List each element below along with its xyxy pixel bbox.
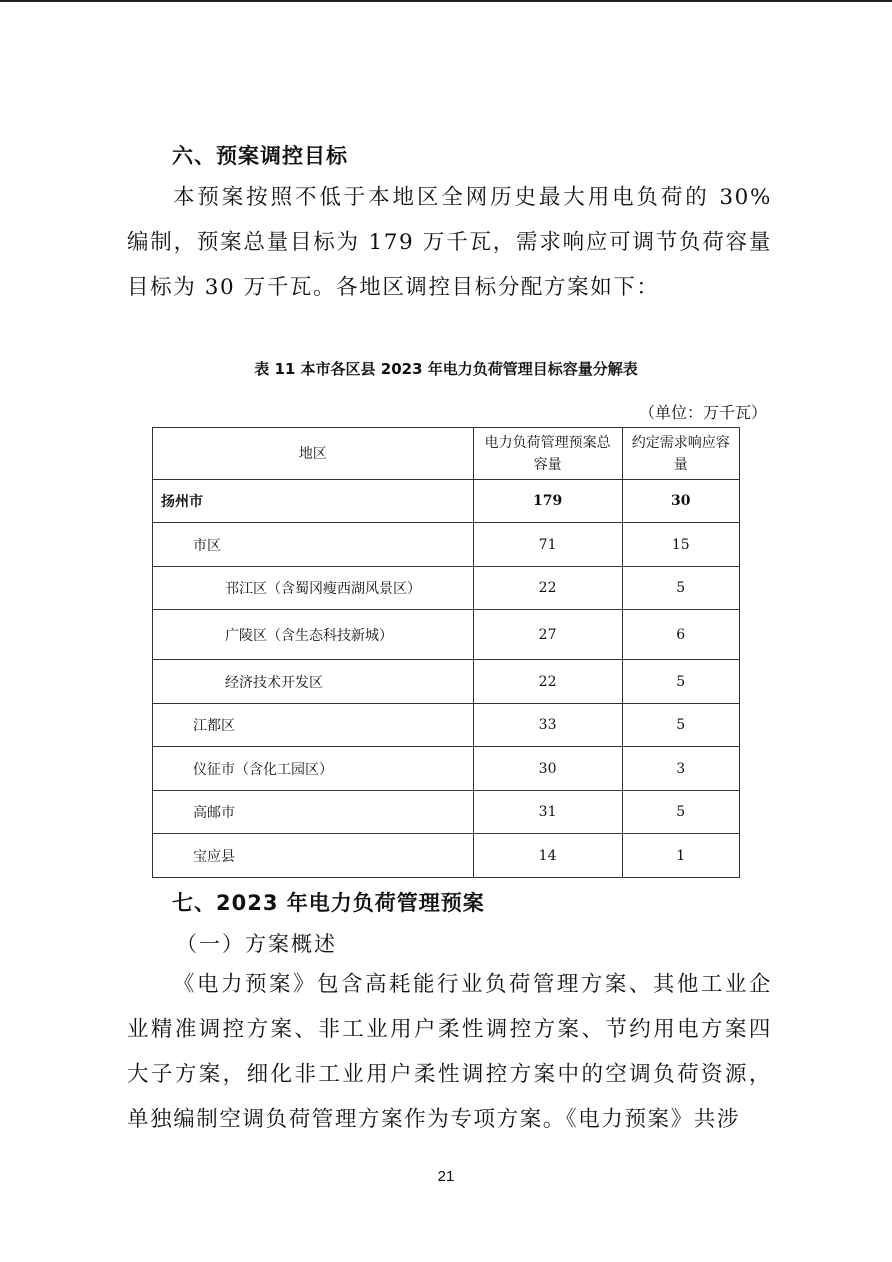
section-7-paragraph: 《电力预案》包含高耗能行业负荷管理方案、其他工业企业精准调控方案、非工业用户柔性调控方案、节约用电方案四大子方案，细化非工业用户柔性调控方案中的空调负荷资源，单独编制空调负荷管理方案作为专项方案。《电力预案》共涉 [127,972,772,1132]
total-cell: 179 [473,480,622,523]
table-row [153,610,740,660]
response-cell: 5 [622,660,739,704]
table-title: 表 11 本市各区县 2023 年电力负荷管理目标容量分解表 [254,360,638,378]
table-header-row [153,428,740,480]
table-row [153,660,740,704]
total-cell: 71 [473,523,622,567]
total-cell: 33 [473,704,622,747]
region-cell: 江都区 [153,704,474,747]
table-row [153,523,740,567]
header-total-capacity: 电力负荷管理预案总容量 [473,428,622,480]
table-unit-label: （单位：万千瓦） [638,403,767,422]
header-region: 地区 [153,428,474,480]
total-cell: 22 [473,660,622,704]
response-cell: 30 [622,480,739,523]
region-cell: 宝应县 [153,834,474,878]
response-cell: 5 [622,704,739,747]
top-border-line [0,0,892,2]
response-cell: 1 [622,834,739,878]
response-cell: 6 [622,610,739,660]
region-cell: 市区 [153,523,474,567]
table-row [153,791,740,834]
table-row [153,567,740,610]
region-cell: 仪征市（含化工园区） [153,747,474,791]
region-cell: 高邮市 [153,791,474,834]
section-6-heading: 六、预案调控目标 [172,144,348,168]
section-7-heading: 七、2023 年电力负荷管理预案 [172,891,485,915]
table-row [153,480,740,523]
total-cell: 31 [473,791,622,834]
page-number: 21 [437,1168,455,1185]
region-cell: 广陵区（含生态科技新城） [153,610,474,660]
response-cell: 5 [622,791,739,834]
total-cell: 27 [473,610,622,660]
region-cell: 扬州市 [153,480,474,523]
section-7-subheading: （一）方案概述 [176,932,337,956]
response-cell: 3 [622,747,739,791]
total-cell: 22 [473,567,622,610]
total-cell: 14 [473,834,622,878]
table-row [153,704,740,747]
table-row [153,747,740,791]
response-cell: 15 [622,523,739,567]
header-response-capacity: 约定需求响应容量 [622,428,739,480]
region-cell: 邗江区（含蜀冈瘦西湖风景区） [153,567,474,610]
capacity-table [152,427,740,878]
table-row [153,834,740,878]
region-cell: 经济技术开发区 [153,660,474,704]
section-6-paragraph: 本预案按照不低于本地区全网历史最大用电负荷的 30% 编制，预案总量目标为 179 万千瓦，需求响应可调节负荷容量目标为 30 万千瓦。各地区调控目标分配方案如下： [127,185,772,300]
total-cell: 30 [473,747,622,791]
response-cell: 5 [622,567,739,610]
